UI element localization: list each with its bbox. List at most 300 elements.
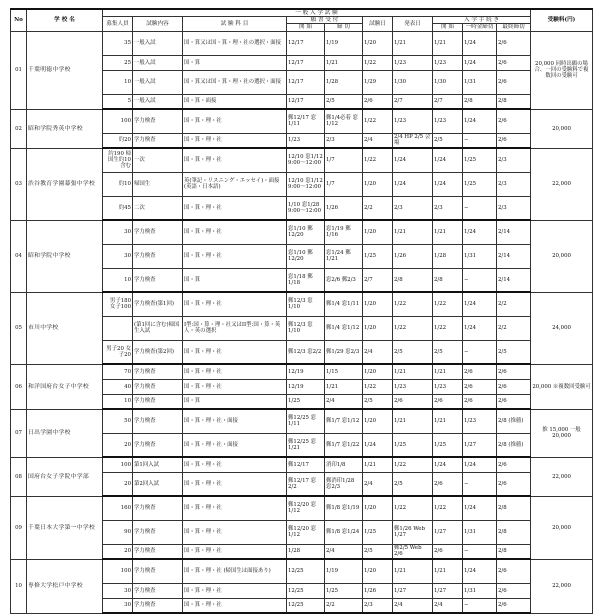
proc-temp-cell: 1/31 xyxy=(463,70,497,94)
table-row xyxy=(11,364,593,379)
subjects-cell: 国・算・理・社・面接 xyxy=(183,409,287,433)
app-start-cell: 郵12/3 窓2/2 xyxy=(287,340,325,364)
subjects-cell: 国・算・理・社・面接 xyxy=(183,433,287,457)
fee-cell: 20,000 ※複数回受験可 xyxy=(531,364,593,409)
proc-start-cell: 2/5 xyxy=(433,340,463,364)
capacity-cell: 5 xyxy=(103,94,133,109)
table-body xyxy=(11,31,593,613)
announce-cell: 郵2/5 Web 2/6 xyxy=(393,544,433,559)
app-end-cell: 2/2 xyxy=(325,598,363,613)
subjects-cell: 国・算・理・社 xyxy=(183,148,287,172)
app-end-cell: 1/26 xyxy=(325,196,363,220)
exam-date-cell: 2/3 xyxy=(363,598,393,613)
exam-date-cell: 2/7 xyxy=(363,268,393,292)
capacity-cell: 40 xyxy=(103,379,133,394)
exam-type-cell: 学力検査 xyxy=(133,364,183,379)
exam-type-cell: 学力検査 xyxy=(133,220,183,244)
announce-cell: 1/24 xyxy=(393,148,433,172)
app-end-cell: 郵1/4必着 窓1/12 xyxy=(325,109,363,133)
capacity-cell: 約45 xyxy=(103,196,133,220)
exam-type-cell: 二次 xyxy=(133,196,183,220)
proc-start-cell: 1/21 xyxy=(433,409,463,433)
proc-start-cell: 1/22 xyxy=(433,496,463,520)
header-announce: 発表日 xyxy=(393,17,433,31)
header-no: No xyxy=(11,9,27,31)
proc-start-cell: 1/24 xyxy=(433,148,463,172)
proc-start-cell: 1/21 xyxy=(433,559,463,583)
subjects-cell: 国・算又は国・算・理・社の選択・面接 xyxy=(183,31,287,55)
school-name: 日出学園中学校 xyxy=(27,409,103,457)
exam-type-cell: 一般入試 xyxy=(133,94,183,109)
proc-temp-cell: 1/24 xyxy=(463,559,497,583)
table-row xyxy=(11,559,593,583)
subjects-cell: 国・算・理・社 (帰国生は面接あり) xyxy=(183,559,287,583)
proc-start-cell: 1/23 xyxy=(433,379,463,394)
app-start-cell: 1/28 xyxy=(287,544,325,559)
exam-date-cell: 2/5 xyxy=(363,544,393,559)
app-start-cell: 12/19 xyxy=(287,379,325,394)
exam-type-cell: 学力検査 xyxy=(133,394,183,409)
announce-cell: 1/23 xyxy=(393,109,433,133)
capacity-cell: 90 xyxy=(103,520,133,544)
capacity-cell xyxy=(103,316,133,340)
capacity-cell: 30 xyxy=(103,598,133,613)
exam-date-cell: 2/5 xyxy=(363,394,393,409)
app-end-cell: 郵1/4 窓1/11 xyxy=(325,292,363,316)
exam-date-cell: 2/4 xyxy=(363,472,393,496)
header-app-start: 開 始 xyxy=(287,24,325,31)
capacity-cell: 20 xyxy=(103,544,133,559)
announce-cell: 1/21 xyxy=(393,409,433,433)
app-start-cell: 郵12/25 窓1/21 xyxy=(287,433,325,457)
exam-type-cell: 帰国生 xyxy=(133,172,183,196)
proc-final-cell: 2/2 xyxy=(497,316,531,340)
proc-start-cell: 1/28 xyxy=(433,244,463,268)
app-end-cell: 郵1/7 窓1/22 xyxy=(325,433,363,457)
capacity-cell: 約190 帰国生約10含む xyxy=(103,148,133,172)
exam-date-cell: 2/2 xyxy=(363,196,393,220)
proc-start-cell: 2/5 xyxy=(433,133,463,148)
exam-type-cell: 学力検査 xyxy=(133,244,183,268)
header-app-end: 締 切 xyxy=(325,24,363,31)
proc-temp-cell: 1/25 xyxy=(463,148,497,172)
exam-date-cell: 1/29 xyxy=(363,70,393,94)
exam-type-cell: 学力検査 xyxy=(133,583,183,598)
app-start-cell: 12/17 xyxy=(287,55,325,70)
app-end-cell: 1/21 xyxy=(325,55,363,70)
subjects-cell: 国・算・理・社 xyxy=(183,220,287,244)
proc-start-cell: 1/25 xyxy=(433,433,463,457)
school-number: 06 xyxy=(11,364,27,409)
exam-type-cell: 学力検査 xyxy=(133,409,183,433)
proc-temp-cell: 1/31 xyxy=(463,244,497,268)
proc-temp-cell: 2/6 xyxy=(463,394,497,409)
app-end-cell: 1/21 xyxy=(325,379,363,394)
proc-temp-cell: 1/24 xyxy=(463,31,497,55)
exam-date-cell: 2/6 xyxy=(363,94,393,109)
capacity-cell: 25 xyxy=(103,55,133,70)
app-end-cell: 2/4 xyxy=(325,394,363,409)
fee-cell: 22,000 xyxy=(531,148,593,220)
table-row xyxy=(11,292,593,316)
exam-date-cell: 1/20 xyxy=(363,496,393,520)
header-subjects: 試 験 科 目 xyxy=(183,17,287,31)
app-start-cell: 12/10 窓1/12 9:00〜12:00 xyxy=(287,172,325,196)
app-start-cell: 郵12/20 窓1/12 xyxy=(287,496,325,520)
proc-start-cell: 1/30 xyxy=(433,70,463,94)
proc-final-cell: 2/8 (推薦) xyxy=(497,433,531,457)
app-end-cell: 1/19 xyxy=(325,559,363,583)
proc-temp-cell: 1/27 xyxy=(463,433,497,457)
subjects-cell: 国・算 xyxy=(183,268,287,292)
subjects-cell: 国・算・理・社 xyxy=(183,520,287,544)
app-end-cell: 郵1/4 窓1/12 xyxy=(325,316,363,340)
table-row xyxy=(11,31,593,55)
exam-type-cell: 学力検査 xyxy=(133,559,183,583)
proc-start-cell: 1/27 xyxy=(433,520,463,544)
proc-final-cell: 2/6 xyxy=(497,583,531,598)
header-fee: 受験料(円) xyxy=(531,9,593,31)
exam-date-cell: 1/20 xyxy=(363,292,393,316)
school-name: 昭和学院中学校 xyxy=(27,220,103,292)
proc-final-cell: 2/6 xyxy=(497,559,531,583)
capacity-cell: 約10 xyxy=(103,172,133,196)
proc-start-cell: 1/23 xyxy=(433,109,463,133)
proc-final-cell: 2/3 xyxy=(497,148,531,172)
app-start-cell: 窓1/10 郵12/20 xyxy=(287,220,325,244)
proc-final-cell: 2/3 xyxy=(497,196,531,220)
subjects-cell: 国・算・理・社 xyxy=(183,133,287,148)
capacity-cell: 160 xyxy=(103,496,133,520)
app-end-cell: 消印1/8 xyxy=(325,457,363,472)
capacity-cell: 35 xyxy=(103,31,133,55)
app-start-cell: 12/25 xyxy=(287,583,325,598)
proc-temp-cell: 1/31 xyxy=(463,583,497,598)
app-start-cell: 12/19 xyxy=(287,364,325,379)
subjects-cell: 国・算・理・社 xyxy=(183,583,287,598)
capacity-cell: 100 xyxy=(103,109,133,133)
fee-cell: 20,000 xyxy=(531,109,593,148)
header-general-exam: 一 般 入 学 試 験 xyxy=(103,9,531,17)
capacity-cell: 男子20 女子20 xyxy=(103,340,133,364)
table-row xyxy=(11,148,593,172)
proc-temp-cell: − xyxy=(463,340,497,364)
exam-date-cell: 1/25 xyxy=(363,244,393,268)
school-number: 04 xyxy=(11,220,27,292)
proc-start-cell: 1/21 xyxy=(433,220,463,244)
exam-type-cell: 学力検査 xyxy=(133,598,183,613)
school-number: 07 xyxy=(11,409,27,457)
proc-start-cell: 2/6 xyxy=(433,544,463,559)
app-start-cell: 12/17 xyxy=(287,70,325,94)
announce-cell: 1/21 xyxy=(393,364,433,379)
exam-date-cell: 2/4 xyxy=(363,340,393,364)
exam-type-cell: 学力検査 xyxy=(133,433,183,457)
app-end-cell: 郵消印1/28 窓2/3 xyxy=(325,472,363,496)
school-name: 渋谷教育学園幕張中学校 xyxy=(27,148,103,220)
subjects-cell: 国・算・理・社 xyxy=(183,544,287,559)
capacity-cell: 20 xyxy=(103,472,133,496)
proc-temp-cell: − xyxy=(463,544,497,559)
proc-start-cell: 1/24 xyxy=(433,457,463,472)
proc-start-cell: 2/8 xyxy=(433,268,463,292)
announce-cell: 2/6 xyxy=(393,394,433,409)
announce-cell: 1/22 xyxy=(393,496,433,520)
subjects-cell: 国・算・理・社 xyxy=(183,598,287,613)
announce-cell: 郵1/26 Web 1/27 xyxy=(393,520,433,544)
proc-final-cell: 2/8 (推薦) xyxy=(497,409,531,433)
app-start-cell: 郵12/17 xyxy=(287,457,325,472)
capacity-cell: 10 xyxy=(103,394,133,409)
announce-cell: 2/8 xyxy=(393,268,433,292)
proc-start-cell: 1/21 xyxy=(433,31,463,55)
announce-cell: 2/5 xyxy=(393,340,433,364)
app-end-cell: 窓1/24 郵1/21 xyxy=(325,244,363,268)
app-start-cell: 郵12/3 窓1/10 xyxy=(287,316,325,340)
exam-date-cell: 1/20 xyxy=(363,220,393,244)
subjects-cell: 国・算・理・社 xyxy=(183,472,287,496)
school-number: 03 xyxy=(11,148,27,220)
app-end-cell: 1/25 xyxy=(325,583,363,598)
school-name: 千葉日本大学第一中学校 xyxy=(27,496,103,559)
proc-final-cell: 2/6 xyxy=(497,70,531,94)
proc-final-cell: 2/14 xyxy=(497,220,531,244)
proc-final-cell: 2/3 xyxy=(497,172,531,196)
proc-temp-cell: 1/24 xyxy=(463,109,497,133)
proc-temp-cell: 1/24 xyxy=(463,220,497,244)
fee-cell: 20,000 xyxy=(531,496,593,559)
proc-final-cell: 2/5 xyxy=(497,340,531,364)
announce-cell: 2/5 xyxy=(393,472,433,496)
proc-start-cell: 2/7 xyxy=(433,94,463,109)
proc-final-cell: 2/6 xyxy=(497,598,531,613)
proc-temp-cell: − xyxy=(463,268,497,292)
announce-cell: 2/3 xyxy=(393,196,433,220)
table-row xyxy=(11,220,593,244)
app-end-cell: 1/19 xyxy=(325,31,363,55)
proc-temp-cell: − xyxy=(463,133,497,148)
exam-type-cell: 一般入試 xyxy=(133,70,183,94)
table-header xyxy=(11,9,593,31)
app-start-cell: 郵12/25 窓1/11 xyxy=(287,409,325,433)
proc-final-cell: 2/6 xyxy=(497,31,531,55)
header-procedure: 入 学 手 続 き xyxy=(433,17,531,24)
app-start-cell: 1/25 xyxy=(287,394,325,409)
capacity-cell: 100 xyxy=(103,559,133,583)
header-proc-final: 最終締切 xyxy=(497,24,531,31)
proc-temp-cell: 1/31 xyxy=(463,520,497,544)
subjects-cell: 国・算・理・社 xyxy=(183,109,287,133)
exam-date-cell: 2/4 xyxy=(363,133,393,148)
announce-cell: 1/22 xyxy=(393,457,433,472)
exam-type-cell: 一般入試 xyxy=(133,55,183,70)
exam-type-cell: 学力検査 xyxy=(133,268,183,292)
table-row xyxy=(11,409,593,433)
proc-final-cell: 2/6 xyxy=(497,109,531,133)
proc-start-cell: 1/22 xyxy=(433,292,463,316)
proc-final-cell: 2/6 xyxy=(497,379,531,394)
exam-type-cell: 学力検査 xyxy=(133,109,183,133)
app-start-cell: 1/10 窓1/28 9:00〜12:00 xyxy=(287,196,325,220)
header-proc-start: 開 始 xyxy=(433,24,463,31)
school-name: 市川中学校 xyxy=(27,292,103,364)
proc-temp-cell: 1/23 xyxy=(463,409,497,433)
subjects-cell: 国・算・面接 xyxy=(183,94,287,109)
proc-final-cell: 2/6 xyxy=(497,472,531,496)
fee-cell: 22,000 xyxy=(531,457,593,496)
app-start-cell: 郵12/3 窓1/10 xyxy=(287,292,325,316)
exam-type-cell: 一般入試 xyxy=(133,31,183,55)
exam-date-cell: 1/20 xyxy=(363,364,393,379)
exam-date-cell: 1/22 xyxy=(363,55,393,70)
exam-type-cell: 学力検査(第1回) xyxy=(133,292,183,316)
header-proc-temp: 一時金締切 xyxy=(463,24,497,31)
announce-cell: 1/21 xyxy=(393,31,433,55)
capacity-cell: 100 xyxy=(103,457,133,472)
capacity-cell: 10 xyxy=(103,70,133,94)
exam-date-cell: 1/22 xyxy=(363,379,393,394)
school-number: 10 xyxy=(11,559,27,613)
announce-cell: 1/22 xyxy=(393,316,433,340)
proc-start-cell: 1/23 xyxy=(433,55,463,70)
exam-type-cell: 学力検査 xyxy=(133,544,183,559)
announce-cell: 1/26 xyxy=(393,244,433,268)
header-exam-type: 試験内容 xyxy=(133,17,183,31)
app-start-cell: 1/23 xyxy=(287,133,325,148)
exam-date-cell: 1/20 xyxy=(363,172,393,196)
subjects-cell: I型:国・算・理・社又はII型:国・算・英人・英の選択 xyxy=(183,316,287,340)
fee-cell: 推 15,000 一般 20,000 xyxy=(531,409,593,457)
proc-start-cell: 2/6 xyxy=(433,472,463,496)
proc-final-cell: 2/8 xyxy=(497,544,531,559)
exam-type-cell: 第1回入試 xyxy=(133,457,183,472)
proc-start-cell: 2/4 xyxy=(433,598,463,613)
exam-date-cell: 1/22 xyxy=(363,109,393,133)
exam-type-cell: (第1回に含む)帰国生入試 xyxy=(133,316,183,340)
subjects-cell: 国・算・理・社 xyxy=(183,496,287,520)
subjects-cell: 国・算・理・社 xyxy=(183,364,287,379)
subjects-cell: 国・算・理・社 xyxy=(183,244,287,268)
app-start-cell: 郵12/20 窓1/12 xyxy=(287,520,325,544)
announce-cell: 1/24 xyxy=(393,172,433,196)
exam-date-cell: 1/20 xyxy=(363,559,393,583)
announce-cell: 2/4 xyxy=(393,598,433,613)
school-number: 05 xyxy=(11,292,27,364)
proc-start-cell: 1/22 xyxy=(433,316,463,340)
app-end-cell: 1/15 xyxy=(325,364,363,379)
school-name: 国府台女子学院中学部 xyxy=(27,457,103,496)
proc-temp-cell: 1/24 xyxy=(463,316,497,340)
proc-final-cell: 2/8 xyxy=(497,496,531,520)
exam-type-cell: 第2回入試 xyxy=(133,472,183,496)
proc-final-cell: 2/6 xyxy=(497,394,531,409)
exam-date-cell: 1/20 xyxy=(363,31,393,55)
announce-cell: 1/21 xyxy=(393,559,433,583)
fee-cell: 20,000 同時出願の場合、一回の受験料で複数回の受験可 xyxy=(531,31,593,109)
subjects-cell: 国・算 xyxy=(183,55,287,70)
proc-final-cell: 2/2 xyxy=(497,292,531,316)
app-end-cell: 郵1/29 窓2/3 xyxy=(325,340,363,364)
table-row xyxy=(11,109,593,133)
school-name: 和洋国府台女子中学校 xyxy=(27,364,103,409)
exam-date-cell: 1/26 xyxy=(363,583,393,598)
capacity-cell: 30 xyxy=(103,583,133,598)
announce-cell: 2/7 xyxy=(393,94,433,109)
proc-start-cell: 1/27 xyxy=(433,583,463,598)
subjects-cell: 国・算又は国・算・理・社の選択・面接 xyxy=(183,70,287,94)
school-name: 昭和学院秀英中学校 xyxy=(27,109,103,148)
school-name: 専修大学松戸中学校 xyxy=(27,559,103,613)
announce-cell: 1/27 xyxy=(393,583,433,598)
fee-cell: 20,000 xyxy=(531,220,593,292)
capacity-cell: 50 xyxy=(103,409,133,433)
exam-date-cell: 1/20 xyxy=(363,316,393,340)
proc-final-cell: 2/8 xyxy=(497,520,531,544)
app-end-cell: 窓1/19 郵1/16 xyxy=(325,220,363,244)
subjects-cell: 国・算・理・社 xyxy=(183,196,287,220)
app-end-cell: 2/4 xyxy=(325,544,363,559)
proc-start-cell: 1/21 xyxy=(433,364,463,379)
exam-type-cell: 学力検査 xyxy=(133,379,183,394)
proc-final-cell: 2/6 xyxy=(497,133,531,148)
proc-start-cell: 1/24 xyxy=(433,172,463,196)
announce-cell: 1/23 xyxy=(393,55,433,70)
header-capacity: 募集人員 xyxy=(103,17,133,31)
exam-date-cell: 1/24 xyxy=(363,433,393,457)
exam-date-cell: 1/22 xyxy=(363,148,393,172)
app-start-cell: 12/25 xyxy=(287,598,325,613)
capacity-cell: 70 xyxy=(103,364,133,379)
capacity-cell: 約20 xyxy=(103,133,133,148)
proc-temp-cell: 1/24 xyxy=(463,496,497,520)
app-end-cell: 1/7 xyxy=(325,172,363,196)
capacity-cell: 30 xyxy=(103,220,133,244)
capacity-cell: 20 xyxy=(103,433,133,457)
table-row xyxy=(11,496,593,520)
app-start-cell: 12/25 xyxy=(287,559,325,583)
proc-final-cell: 2/8 xyxy=(497,94,531,109)
header-exam-date: 試験日 xyxy=(363,17,393,31)
announce-cell: 1/23 xyxy=(393,379,433,394)
proc-temp-cell: 2/6 xyxy=(463,364,497,379)
proc-temp-cell: 1/24 xyxy=(463,55,497,70)
exam-type-cell: 学力検査 xyxy=(133,496,183,520)
app-start-cell: 12/17 xyxy=(287,94,325,109)
proc-temp-cell: 1/25 xyxy=(463,172,497,196)
fee-cell: 24,000 xyxy=(531,292,593,364)
capacity-cell: 30 xyxy=(103,244,133,268)
app-start-cell: 窓1/10 郵12/20 xyxy=(287,244,325,268)
announce-cell: 2/4 HP 2/5 会場 xyxy=(393,133,433,148)
proc-temp-cell: − xyxy=(463,196,497,220)
proc-temp-cell: 1/24 xyxy=(463,292,497,316)
subjects-cell: 国・算・理・社 xyxy=(183,379,287,394)
school-number: 02 xyxy=(11,109,27,148)
admissions-table-sheet xyxy=(10,8,592,614)
proc-final-cell: 2/14 xyxy=(497,268,531,292)
app-end-cell: 1/28 xyxy=(325,70,363,94)
proc-final-cell: 2/6 xyxy=(497,364,531,379)
proc-final-cell: 2/14 xyxy=(497,244,531,268)
app-start-cell: 郵12/17 窓1/11 xyxy=(287,109,325,133)
app-end-cell: 1/7 xyxy=(325,148,363,172)
subjects-cell: 国・算・理・社 xyxy=(183,457,287,472)
proc-temp-cell: − xyxy=(463,598,497,613)
app-end-cell: 郵1/8 窓1/24 xyxy=(325,520,363,544)
school-number: 09 xyxy=(11,496,27,559)
table-row xyxy=(11,457,593,472)
school-number: 01 xyxy=(11,31,27,109)
